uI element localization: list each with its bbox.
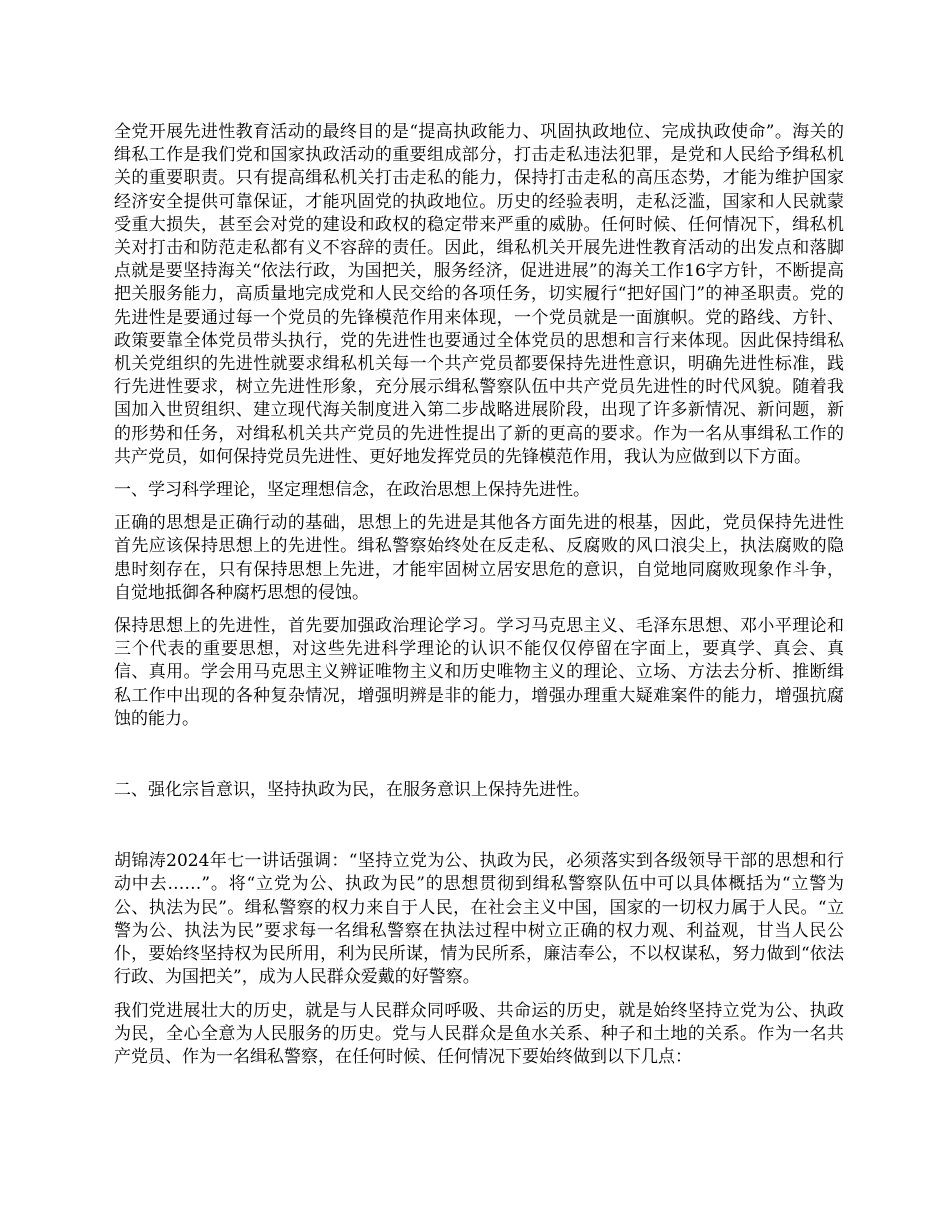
document-body xyxy=(114,121,844,1079)
section-heading-2: 二、强化宗旨意识，坚持执政为民，在服务意识上保持先进性。 xyxy=(114,780,590,801)
body-paragraph: 我们党进展壮大的历史，就是与人民群众同呼吸、共命运的历史，就是始终坚持立党为公、执政为民，全心全意为人民服务的历史。党与人民群众是鱼水关系、种子和土地的关系。作为一名共产党员、作为一名缉私警察，在任何时候、任何情况下要始终做到以下几点： xyxy=(114,1000,844,1067)
body-paragraph: 胡锦涛2024年七一讲话强调：“坚持立党为公、执政为民，必须落实到各级领导干部的思想和行动中去……”。将“立党为公、执政为民”的思想贯彻到缉私警察队伍中可以具体概括为“立警为公、执法为民”。缉私警察的权力来自于人民，在社会主义中国，国家的一切权力属于人民。“立警为公、执法为民”要求每一名缉私警察在执法过程中树立正确的权力观、利益观，甘当人民公仆，要始终坚持权为民所用，利为民所谋，情为民所系，廉洁奉公，不以权谋私，努力做到“依法行政、为国把关”，成为人民群众爱戴的好警察。 xyxy=(114,851,844,988)
section-heading-1: 一、学习科学理论，坚定理想信念，在政治思想上保持先进性。 xyxy=(114,480,590,501)
intro-paragraph: 全党开展先进性教育活动的最终目的是“提高执政能力、巩固执政地位、完成执政使命”。海关的缉私工作是我们党和国家执政活动的重要组成部分，打击走私违法犯罪，是党和人民给予缉私机关的重要职责。只有提高缉私机关打击走私的能力，保持打击走私的高压态势，才能为维护国家经济安全提供可靠保证，才能巩固党的执政地位。历史的经验表明，走私泛滥，国家和人民就蒙受重大损失，甚至会对党的建设和政权的稳定带来严重的威胁。任何时候、任何情况下，缉私机关对打击和防范走私都有义不容辞的责任。因此，缉私机关开展先进性教育活动的出发点和落脚点就是要坚持海关“依法行政，为国把关，服务经济，促进进展”的海关工作16字方针，不断提高把关服务能力，高质量地完成党和人民交给的各项任务，切实履行“把好国门”的神圣职责。党的先进性是要通过每一个党员的先锋模范作用来体现，一个党员就是一面旗帜。党的路线、方针、政策要靠全体党员带头执行，党的先进性也要通过全体党员的思想和言行来体现。因此保持缉私机关党组织的先进性就要求缉私机关每一个共产党员都要保持先进性意识，明确先进性标准，践行先进性要求，树立先进性形象，充分展示缉私警察队伍中共产党员先进性的时代风貌。随着我国加入世贸组织、建立现代海关制度进入第二步战略进展阶段，出现了许多新情况、新问题，新的形势和任务，对缉私机关共产党员的先进性提出了新的更高的要求。作为一名从事缉私工作的共产党员，如何保持党员先进性、更好地发挥党员的先锋模范作用，我认为应做到以下方面。 xyxy=(114,122,844,467)
body-paragraph: 正确的思想是正确行动的基础，思想上的先进是其他各方面先进的根基，因此，党员保持先进性首先应该保持思想上的先进性。缉私警察始终处在反走私、反腐败的风口浪尖上，执法腐败的隐患时刻存在，只有保持思想上先进，才能牢固树立居安思危的意识，自觉地同腐败现象作斗争，自觉地抵御各种腐朽思想的侵蚀。 xyxy=(114,513,844,603)
body-paragraph: 保持思想上的先进性，首先要加强政治理论学习。学习马克思主义、毛泽东思想、邓小平理论和三个代表的重要思想，对这些先进科学理论的认识不能仅仅停留在字面上，要真学、真会、真信、真用。学会用马克思主义辨证唯物主义和历史唯物主义的理论、立场、方法去分析、推断缉私工作中出现的各种复杂情况，增强明辨是非的能力，增强办理重大疑难案件的能力，增强抗腐蚀的能力。 xyxy=(114,616,844,729)
